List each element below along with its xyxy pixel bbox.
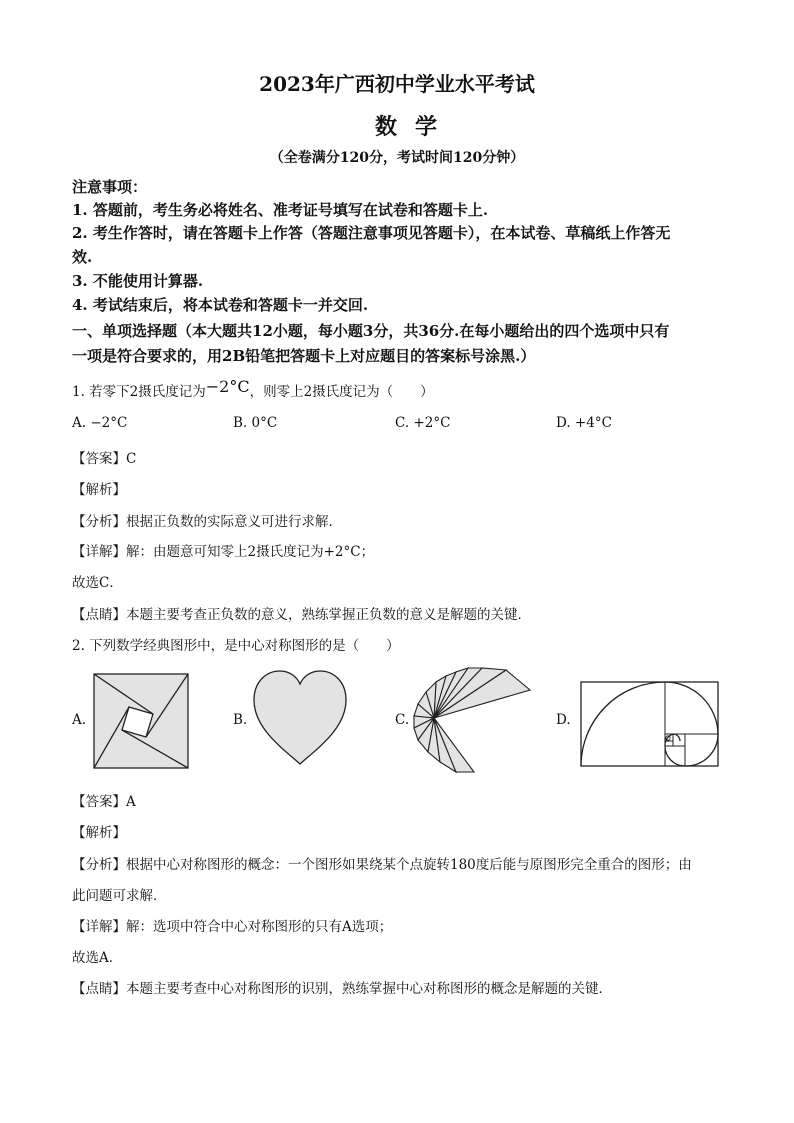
note-item-4: 4. 考试结束后，将本试卷和答题卡一并交回.: [72, 296, 369, 314]
q2-analysis-tag: 【解析】: [72, 825, 126, 841]
q1-option-a: A. −2°C: [72, 415, 128, 431]
q1-dianjing-tag: 【点睛】: [72, 607, 126, 623]
section-heading-line2: 一项是符合要求的，用2B铅笔把答题卡上对应题目的答案标号涂黑.）: [72, 347, 536, 365]
note-item-2: 2. 考生作答时，请在答题卡上作答（答题注意事项见答题卡），在本试卷、草稿纸上作答无: [72, 224, 671, 242]
exam-subtitle: （全卷满分120分，考试时间120分钟）: [269, 150, 525, 166]
q1-stem-value: −2°C: [205, 377, 250, 396]
q2-xiangjie-text: 解：选项中符合中心对称图形的只有A选项；: [126, 919, 393, 935]
q2-answer-value: A: [126, 794, 136, 810]
q1-xiangjie-tag: 【详解】: [72, 544, 126, 560]
q1-analysis-tag: 【解析】: [72, 482, 126, 498]
q2-fenxi-text: 根据中心对称图形的概念：一个图形如果绕某个点旋转180度后能与原图形完全重合的图形；由: [126, 857, 692, 873]
q1-fenxi-text: 根据正负数的实际意义可进行求解．: [126, 514, 342, 530]
q1-choose: 故选C．: [72, 575, 123, 591]
q2-fenxi-line1: [72, 853, 692, 873]
section-heading-line1: 一、单项选择题（本大题共12小题，每小题3分，共36分.在每小题给出的四个选项中只有: [72, 322, 670, 340]
q1-fenxi: [72, 510, 342, 530]
q2-option-d-label: D.: [556, 712, 571, 728]
figure-b-heart: [252, 670, 348, 766]
q1-option-b: B. 0°C: [233, 415, 278, 431]
q1-stem-start: 1. 若零下2摄氏度记为: [72, 384, 206, 400]
q1-option-c: C. +2°C: [395, 415, 451, 431]
figure-d-golden-spiral: [580, 681, 719, 767]
q1-answer-value: C: [126, 451, 137, 467]
q2-option-c-label: C.: [395, 712, 410, 728]
note-item-1: 1. 答题前，考生务必将姓名、准考证号填写在试卷和答题卡上.: [72, 201, 489, 219]
q2-fenxi-tag: 【分析】: [72, 857, 126, 873]
figure-a-pinwheel-square: [93, 673, 189, 769]
q1-stem-end: ，则零上2摄氏度记为（ ）: [249, 384, 434, 400]
q1-stem: [72, 377, 434, 400]
q1-dianjing: [72, 603, 531, 623]
q2-dianjing-text: 本题主要考查中心对称图形的识别，熟练掌握中心对称图形的概念是解题的关键．: [126, 981, 612, 997]
q1-xiangjie-text: 解：由题意可知零上2摄氏度记为+2°C；: [126, 544, 375, 560]
q1-dianjing-text: 本题主要考查正负数的意义，熟练掌握正负数的意义是解题的关键．: [126, 607, 531, 623]
subject-title: 数学: [374, 114, 455, 140]
q2-dianjing: [72, 977, 612, 997]
q2-option-b-label: B.: [233, 712, 248, 728]
q2-xiangjie-tag: 【详解】: [72, 919, 126, 935]
note-item-2-cont: 效.: [72, 248, 93, 266]
q1-fenxi-tag: 【分析】: [72, 514, 126, 530]
q2-dianjing-tag: 【点睛】: [72, 981, 126, 997]
figure-c-fan-triangles: [410, 668, 530, 772]
notes-heading: 注意事项：: [72, 178, 148, 196]
q1-answer: [72, 447, 136, 467]
q2-choose: 故选A．: [72, 950, 123, 966]
q2-xiangjie: [72, 915, 392, 935]
q2-stem: 2. 下列数学经典图形中，是中心对称图形的是（ ）: [72, 638, 400, 654]
exam-title: 2023年广西初中学业水平考试: [259, 72, 535, 96]
q2-answer-tag: 【答案】: [72, 794, 126, 810]
q2-option-a-label: A.: [72, 712, 87, 728]
q1-xiangjie: [72, 540, 374, 560]
q1-answer-tag: 【答案】: [72, 451, 126, 467]
q1-option-d: D. +4°C: [556, 415, 612, 431]
note-item-3: 3. 不能使用计算器.: [72, 272, 204, 290]
q2-fenxi-line2: 此问题可求解．: [72, 888, 167, 904]
q2-answer: [72, 790, 136, 810]
